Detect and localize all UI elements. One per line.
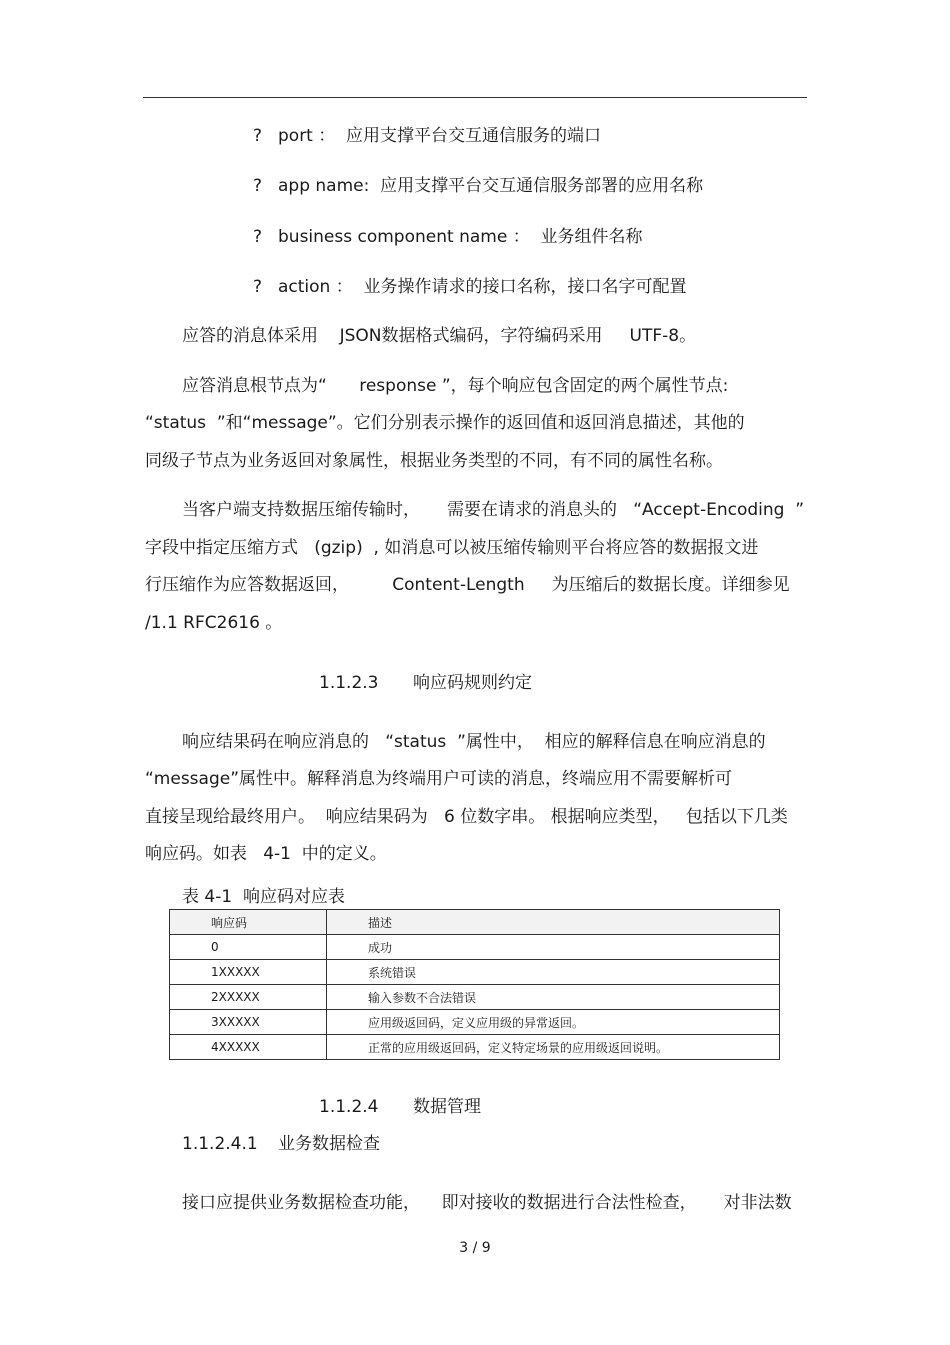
paragraph-line: 行压缩作为应答数据返回， Content-Length 为压缩后的数据长度。详细参见 <box>145 575 790 595</box>
heading-number: 1.1.2.3 <box>319 673 379 693</box>
bullet-business-component: business component name ： 业务组件名称 <box>278 227 643 247</box>
table-cell-description: 系统错误 <box>327 960 780 985</box>
heading-title: 数据管理 <box>413 1097 481 1117</box>
heading-number: 1.1.2.4.1 <box>182 1134 258 1154</box>
table-cell-code: 3XXXXX <box>170 1010 327 1035</box>
bullet-mark: ? <box>253 227 263 247</box>
table-cell-code: 2XXXXX <box>170 985 327 1010</box>
table-row <box>170 985 780 1010</box>
bullet-mark: ? <box>253 176 263 196</box>
page-number: 3 / 9 <box>459 1240 491 1256</box>
table-header-row <box>170 910 780 935</box>
paragraph-line: 同级子节点为业务返回对象属性，根据业务类型的不同，有不同的属性名称。 <box>145 451 723 471</box>
heading-title: 响应码规则约定 <box>413 673 532 693</box>
bullet-action: action ： 业务操作请求的接口名称，接口名字可配置 <box>278 277 687 297</box>
paragraph-line: 响应结果码在响应消息的 “status ”属性中， 相应的解释信息在响应消息的 <box>182 732 766 752</box>
table-row <box>170 1035 780 1060</box>
table-header-cell: 描述 <box>327 910 780 935</box>
paragraph-data-check: 接口应提供业务数据检查功能， 即对接收的数据进行合法性检查， 对非法数 <box>182 1193 792 1213</box>
paragraph-response-body: 应答的消息体采用 JSON数据格式编码，字符编码采用 UTF-8。 <box>182 326 697 346</box>
paragraph-line: /1.1 RFC2616 。 <box>145 613 283 633</box>
paragraph-line: 应答消息根节点为“ response ”，每个响应包含固定的两个属性节点: <box>182 376 729 396</box>
heading-number: 1.1.2.4 <box>319 1097 379 1117</box>
table-row <box>170 1010 780 1035</box>
table-cell-description: 输入参数不合法错误 <box>327 985 780 1010</box>
paragraph-line: “status ”和“message”。它们分别表示操作的返回值和返回消息描述，其他的 <box>145 413 745 433</box>
table-cell-description: 成功 <box>327 935 780 960</box>
bullet-app-name: app name: 应用支撑平台交互通信服务部署的应用名称 <box>278 176 704 196</box>
paragraph-line: 当客户端支持数据压缩传输时， 需要在请求的消息头的 “Accept-Encoding ” <box>182 500 805 520</box>
response-code-table <box>169 909 780 1060</box>
bullet-mark: ? <box>253 126 263 146</box>
bullet-mark: ? <box>253 277 263 297</box>
table-row <box>170 935 780 960</box>
table-header-cell: 响应码 <box>170 910 327 935</box>
table-cell-code: 0 <box>170 935 327 960</box>
paragraph-line: 直接呈现给最终用户。 响应结果码为 6 位数字串。 根据响应类型， 包括以下几类 <box>145 807 788 827</box>
paragraph-line: 响应码。如表 4-1 中的定义。 <box>145 844 387 864</box>
table-row <box>170 960 780 985</box>
bullet-port: port ： 应用支撑平台交互通信服务的端口 <box>278 126 602 146</box>
paragraph-line: “message”属性中。解释消息为终端用户可读的消息，终端应用不需要解析可 <box>145 769 733 789</box>
table-caption: 表 4-1 响应码对应表 <box>182 887 345 907</box>
table-cell-description: 正常的应用级返回码，定义特定场景的应用级返回说明。 <box>327 1035 780 1060</box>
table-cell-code: 4XXXXX <box>170 1035 327 1060</box>
paragraph-line: 字段中指定压缩方式 (gzip) , 如消息可以被压缩传输则平台将应答的数据报文进 <box>145 538 759 558</box>
table-cell-code: 1XXXXX <box>170 960 327 985</box>
heading-title: 业务数据检查 <box>278 1134 380 1154</box>
header-rule <box>143 97 807 98</box>
table-cell-description: 应用级返回码，定义应用级的异常返回。 <box>327 1010 780 1035</box>
